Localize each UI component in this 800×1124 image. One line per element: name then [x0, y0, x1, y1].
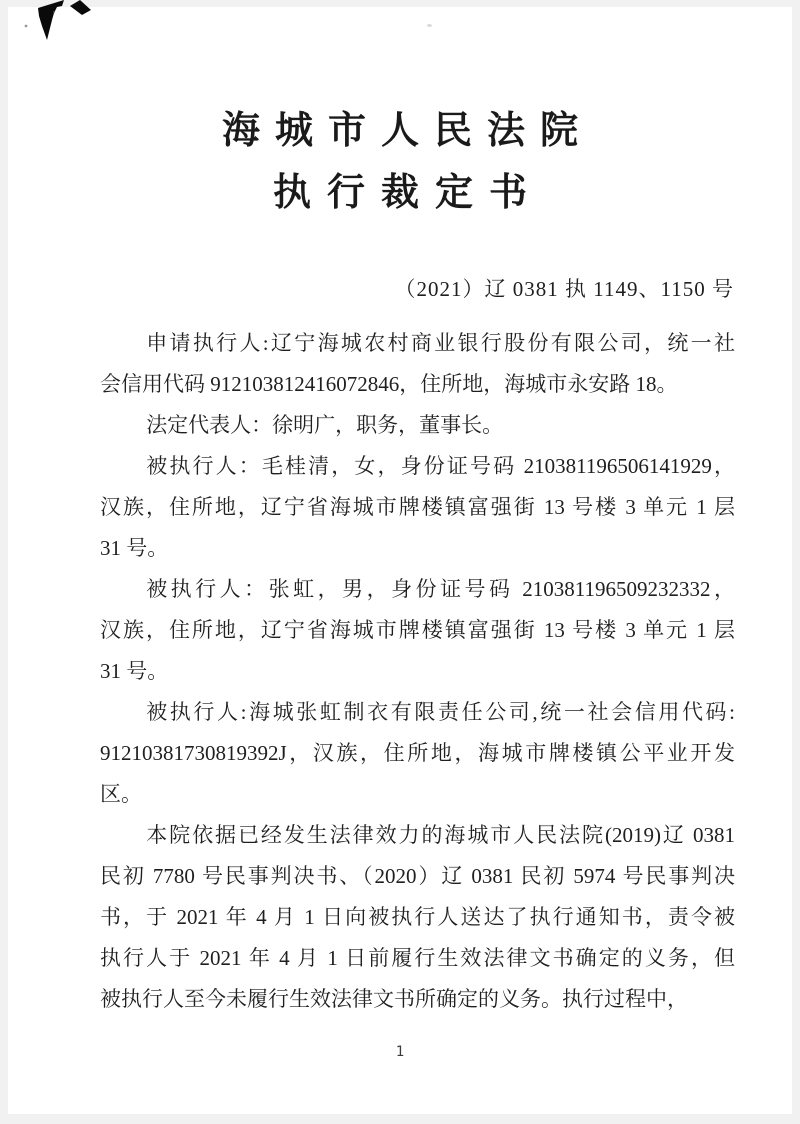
- paragraph-line: 被执行人:海城张虹制衣有限责任公司,统一社会信用代码:: [146, 699, 735, 724]
- paragraph-line: 申请执行人:辽宁海城农村商业银行股份有限公司，统一社: [146, 330, 735, 355]
- document-page: [8, 7, 792, 1114]
- court-name: 海城市人民法院: [221, 110, 593, 152]
- document-title: 执行裁定书: [272, 171, 543, 214]
- paragraph-line: 法定代表人：徐明广，职务，董事长。: [146, 412, 504, 437]
- paragraph-respondent-1: [100, 446, 735, 569]
- scan-speck-artifact: [427, 24, 432, 27]
- case-number: （2021）辽 0381 执 1149、1150 号: [394, 276, 734, 301]
- document-body: [100, 323, 735, 1020]
- paragraph-respondent-3: [100, 692, 735, 815]
- paragraph-line: 区。: [100, 781, 142, 806]
- paragraph-line: 被执行人：张虹，男，身份证号码 210381196509232332，: [146, 576, 735, 601]
- paragraph-line: 31 号。: [100, 658, 169, 683]
- paragraph-respondent-2: [100, 569, 735, 692]
- paragraph-applicant: [100, 323, 735, 405]
- paragraph-line: 民初 7780 号民事判决书、（2020）辽 0381 民初 5974 号民事判决: [100, 863, 735, 888]
- paragraph-line: 会信用代码 912103812416072846，住所地，海城市永安路 18。: [100, 371, 678, 396]
- page-number: 1: [395, 1044, 405, 1060]
- paragraph-ruling-basis: [100, 815, 735, 1020]
- paragraph-line: 31 号。: [100, 535, 169, 560]
- paragraph-line: 被执行人：毛桂清，女，身份证号码 210381196506141929，: [146, 453, 735, 478]
- paragraph-line: 执行人于 2021 年 4 月 1 日前履行生效法律文书确定的义务，但: [100, 945, 735, 970]
- paragraph-line: 书，于 2021 年 4 月 1 日向被执行人送达了执行通知书，责令被: [100, 904, 735, 929]
- paragraph-legal-representative: [100, 405, 735, 446]
- paragraph-line: 本院依据已经发生法律效力的海城市人民法院(2019)辽 0381: [146, 822, 735, 847]
- ink-blot-artifact: [18, 0, 108, 44]
- paragraph-line: 汉族，住所地，辽宁省海城市牌楼镇富强街 13 号楼 3 单元 1 层: [100, 494, 735, 519]
- paragraph-line: 被执行人至今未履行生效法律文书所确定的义务。执行过程中，: [100, 986, 688, 1011]
- paragraph-line: 汉族，住所地，辽宁省海城市牌楼镇富强街 13 号楼 3 单元 1 层: [100, 617, 735, 642]
- paragraph-line: 91210381730819392J，汉族，住所地，海城市牌楼镇公平业开发: [100, 740, 735, 765]
